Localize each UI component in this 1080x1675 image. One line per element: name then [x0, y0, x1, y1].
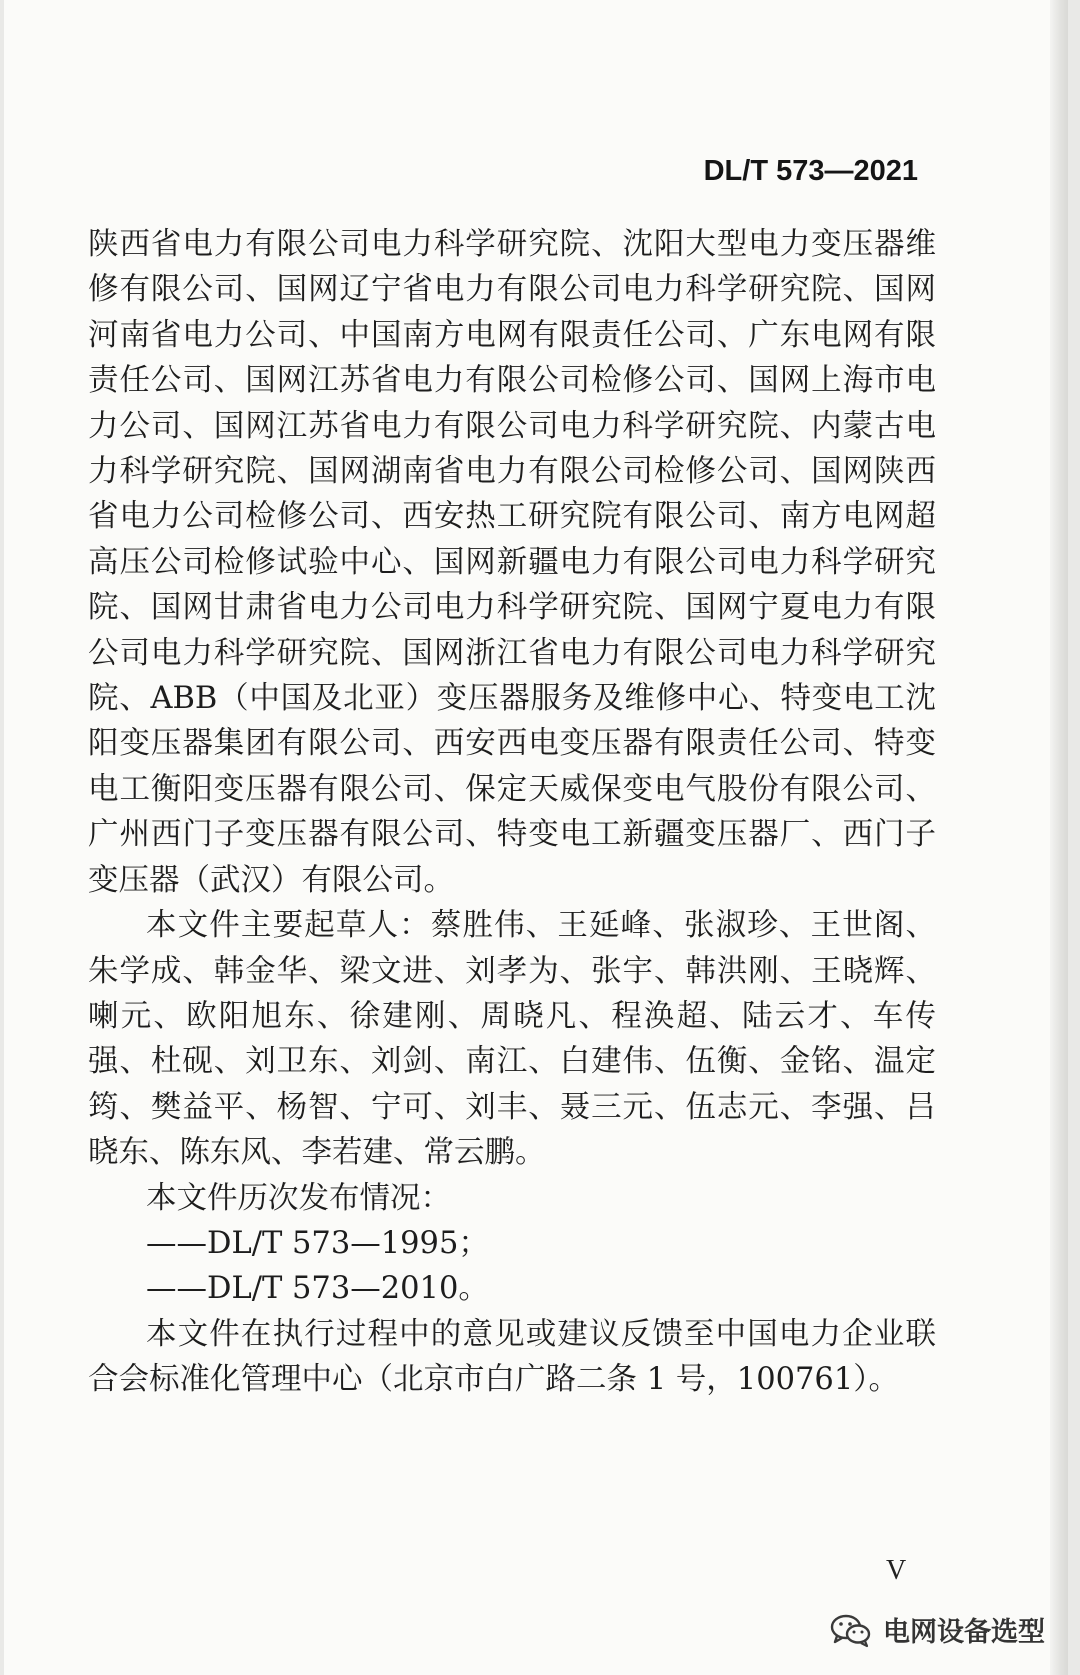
history-item: ——DL/T 573—2010。: [146, 1271, 489, 1307]
drafters-paragraph: 本文件主要起草人：蔡胜伟、王延峰、张淑珍、王世阁、朱学成、韩金华、梁文进、刘孝为、张宇、韩洪刚、王晓辉、喇元、欧阳旭东、徐建刚、周晓凡、程涣超、陆云才、车传强、杜砚、刘卫东、刘剑、南江、白建伟、伍衡、金铭、温定筠、樊益平、杨智、宁可、刘丰、聂三元、伍志元、李强、吕晓东、陈东风、李若建、常云鹏。: [88, 908, 936, 1171]
standard-code: DL/T 573—2021: [703, 155, 918, 187]
document-page: [4, 0, 1068, 1675]
drafting-units-paragraph: 陕西省电力有限公司电力科学研究院、沈阳大型电力变压器维修有限公司、国网辽宁省电力有限公司电力科学研究院、国网河南省电力公司、中国南方电网有限责任公司、广东电网有限责任公司、国网江苏省电力有限公司检修公司、国网上海市电力公司、国网江苏省电力有限公司电力科学研究院、内蒙古电力科学研究院、国网湖南省电力有限公司检修公司、国网陕西省电力公司检修公司、西安热工研究院有限公司、南方电网超高压公司检修试验中心、国网新疆电力有限公司电力科学研究院、国网甘肃省电力公司电力科学研究院、国网宁夏电力有限公司电力科学研究院、国网浙江省电力有限公司电力科学研究院、ABB（中国及北亚）变压器服务及维修中心、特变电工沈阳变压器集团有限公司、西安西电变压器有限责任公司、特变电工衡阳变压器有限公司、保定天威保变电气股份有限公司、广州西门子变压器有限公司、特变电工新疆变压器厂、西门子变压器（武汉）有限公司。: [88, 227, 936, 898]
document-body: [88, 222, 936, 1403]
watermark-text: 电网设备选型: [883, 1617, 1045, 1648]
feedback-paragraph: 本文件在执行过程中的意见或建议反馈至中国电力企业联合会标准化管理中心（北京市白广路二条 1 号，100761）。: [88, 1316, 936, 1398]
page-number: V: [886, 1555, 907, 1586]
watermark: [829, 1610, 1045, 1649]
history-item: ——DL/T 573—1995；: [146, 1225, 489, 1261]
wechat-icon: [829, 1612, 873, 1648]
page-edge: [1050, 0, 1068, 1675]
history-title: 本文件历次发布情况：: [146, 1180, 451, 1216]
